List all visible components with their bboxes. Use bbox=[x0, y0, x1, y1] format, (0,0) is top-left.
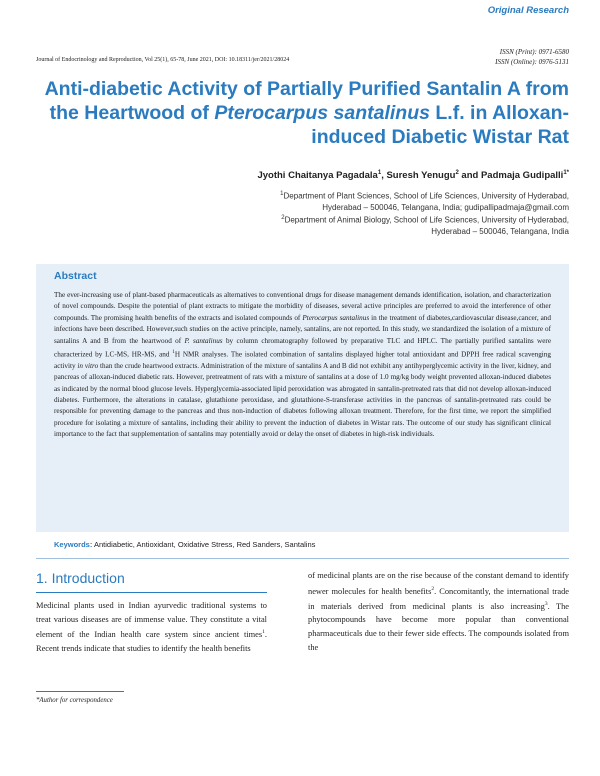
author-3: Padmaja Gudipalli bbox=[480, 170, 564, 182]
affiliation-2-line-2: Hyderabad – 500046, Telangana, India bbox=[431, 226, 569, 236]
intro-right-text-a: of medicinal plants are on the rise because of the constant demand to identify newer molecules for health benefits bbox=[308, 571, 569, 596]
author-2-affil: 2 bbox=[455, 170, 459, 176]
intro-left-column bbox=[36, 599, 267, 655]
author-separator: , bbox=[381, 170, 387, 182]
reference-1: 1 bbox=[262, 629, 265, 636]
keywords-label: Keywords: bbox=[54, 540, 93, 549]
article-title bbox=[36, 77, 569, 149]
author-separator-and: and bbox=[458, 170, 481, 182]
issn-block bbox=[495, 47, 569, 67]
keywords-text: Antidiabetic, Antioxidant, Oxidative Stress, Red Sanders, Santalins bbox=[92, 540, 316, 549]
intro-right-text-c: . The phytocompounds have become more popular than conventional pharmaceuticals due to their fewer side effects. The compounds isolated from the bbox=[308, 601, 570, 652]
issn-print: ISSN (Print): 0971-6580 bbox=[499, 48, 569, 56]
intro-right-text-b: . Concomitantly, the international trade in materials derived from medicinal plants is also increasing bbox=[308, 586, 569, 611]
intro-heading-underline bbox=[36, 592, 267, 593]
abstract-italic-1: Pterocarpus santalinus bbox=[302, 313, 370, 322]
article-type-label: Original Research bbox=[487, 5, 569, 16]
affiliation-1-line-2: Hyderabad – 500046, Telangana, India; gudipallipadmaja@gmail.com bbox=[322, 202, 569, 212]
keywords-line bbox=[54, 540, 315, 549]
abstract-italic-2: P. santalinus bbox=[184, 336, 223, 345]
reference-2: 2 bbox=[431, 585, 435, 592]
intro-left-text-b: . Recent trends indicate that studies to identify the health benefits bbox=[36, 629, 267, 653]
footnote-rule bbox=[36, 691, 124, 692]
author-2: Suresh Yenugu bbox=[386, 170, 456, 182]
abstract-part-3: by column chromatography followed by preparative TLC and HPLC. The partially purified santalins were characterized by LC-MS, HR-MS, and bbox=[54, 336, 552, 359]
affiliation-1-mark: 1 bbox=[280, 191, 284, 197]
affiliation-1-line-1: Department of Plant Sciences, School of Life Sciences, University of Hyderabad, bbox=[283, 191, 569, 201]
title-part-2: L.f. in Alloxan-induced Diabetic Wistar Rat bbox=[311, 102, 569, 148]
abstract-italic-3: in vitro bbox=[77, 361, 99, 370]
author-3-affil: 1* bbox=[563, 170, 569, 176]
affiliation-2-line-1: Department of Animal Biology, School of Life Sciences, University of Hyderabad, bbox=[284, 215, 569, 225]
intro-left-text-a: Medicinal plants used in Indian ayurvedic traditional systems to treat various diseases are of immense value. They constitute a vital element of the Indian health care system since ancient times bbox=[36, 601, 267, 639]
affiliation-2 bbox=[281, 213, 569, 237]
author-1: Jyothi Chaitanya Pagadala bbox=[257, 170, 378, 182]
intro-heading: 1. Introduction bbox=[36, 570, 125, 586]
section-divider bbox=[36, 558, 569, 559]
correspondence-footnote: *Author for correspondence bbox=[36, 697, 113, 704]
abstract-text bbox=[54, 290, 551, 441]
author-list bbox=[257, 170, 569, 181]
abstract-superscript: 1 bbox=[172, 350, 175, 356]
reference-3: 3 bbox=[544, 600, 548, 607]
abstract-part-1: The ever-increasing use of plant-based pharmaceuticals as alternatives to conventional drugs for disease management demands identification, isolation, and characterization of novel compounds. Despite the potential of plant extracts to mitigate the morbidity of diseases, several active principles are preferred to avoid the interference of other compounds. The promising health benefits of the extracts and isolated compounds of bbox=[54, 291, 551, 322]
journal-citation: Journal of Endocrinology and Reproduction, Vol 25(1), 65-78, June 2021, DOI: 10.18311/jer/2021/28024 bbox=[36, 57, 290, 63]
title-species: Pterocarpus santalinus bbox=[214, 102, 430, 124]
abstract-part-4: H NMR analyses. The isolated combination of santalins displayed higher total antioxidant and DPPH free radical scavenging activity bbox=[54, 350, 551, 370]
intro-right-column bbox=[308, 569, 569, 654]
author-1-affil: 1 bbox=[377, 170, 382, 176]
affiliation-1 bbox=[280, 189, 569, 213]
abstract-part-2: in the treatment of diabetes,cardiovascular disease,cancer, and infections have been described. However,such studies on the active principle, namely, santalins, are not reported. In this study, we standardized the isolation of a mixture of santalins A and B from the heartwood of bbox=[54, 313, 551, 345]
issn-online: ISSN (Online): 0976-5131 bbox=[495, 58, 569, 66]
title-part-1: Anti-diabetic Activity of Partially Purified Santalin A from the Heartwood of bbox=[44, 78, 569, 124]
abstract-heading: Abstract bbox=[54, 270, 97, 282]
abstract-part-5: than the crude heartwood extracts. Administration of the mixture of santalins A and B did not exhibit any antihyperglycemic activity in the liver, kidney, and pancreas of alloxan-induced diabetic rats. However, pretreatment of rats with a mixture of santalins at a dose of 1.0 mg/kg body weight prevented alloxan-induced diabetes as indicated by the normal blood glucose levels. Hyperglycemia-associated lipid peroxidation was abrogated in santalin-pretreated rats that did not develop alloxan-induced diabetes. Furthermore, the alterations in catalase, glutathione peroxidase, and glutathione-S-transferase activities in the pancreas of santalin-pretreated rats could be responsible for preventing damage to the pancreas and thus non-induction of diabetes following alloxan treatment. Therefore, for the first time, we report the simplified procedure for isolating a mixture of santalins, including their ability to prevent the induction of diabetes in Wistar rats. The outcome of our study has significant clinical importance to the fact that supplementation of santalins may potentially avoid or delay the onset of diabetes in high-risk individuals. bbox=[54, 361, 552, 439]
affiliation-2-mark: 2 bbox=[281, 215, 285, 221]
